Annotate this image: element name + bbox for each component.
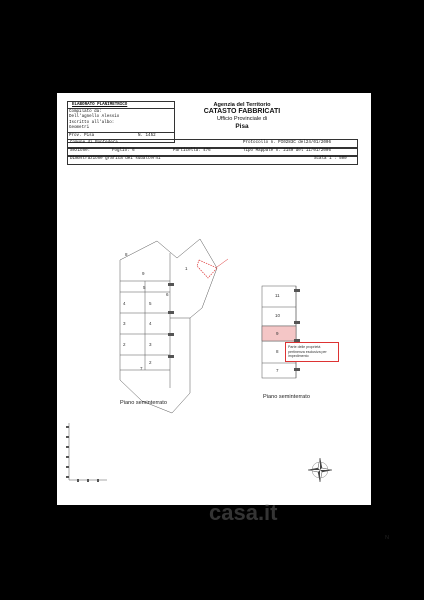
watermark-logo: casa.it — [209, 500, 278, 525]
unit-label: 6 — [166, 292, 169, 297]
compilatore-name: Dell'agnello Alessio — [69, 115, 120, 119]
unit-label: 4 — [123, 301, 126, 306]
unit-label: 7 — [140, 366, 143, 371]
protocollo-text: Protocollo n. PI0283C del24/01/2006 — [243, 141, 331, 145]
unit-label: 2 — [123, 342, 126, 347]
iscritto-label: Iscritto all'albo: — [69, 121, 115, 125]
unit-label: 1 — [185, 266, 188, 271]
unit-label: 2 — [149, 360, 152, 365]
unit-label: 9 — [142, 271, 145, 276]
highlighted-unit — [262, 326, 296, 341]
callout-line: impedimento — [288, 354, 309, 358]
sezione-text: Sezione: — [70, 149, 91, 153]
unit-label: 10 — [275, 313, 281, 318]
provincia-label: Prov. Pisa — [69, 134, 95, 138]
compass-north-label: N — [385, 535, 390, 541]
right-plan-label: Piano seminterrato — [263, 394, 310, 400]
ufficio-label: Ufficio Provinciale di — [216, 116, 268, 123]
header-title: ELABORATO PLANIMETRICO — [72, 103, 128, 107]
callout-line: pertinenza esclusiva per — [288, 349, 327, 354]
scala-text: Scala 1 : 500 — [314, 157, 347, 161]
compilato-label: Compilato da: — [69, 110, 102, 114]
comune-text: Comune di Pontedera — [70, 141, 118, 145]
unit-label: 9 — [276, 331, 279, 336]
albo-value: Geometri — [69, 126, 90, 130]
foglio-text: Foglio: 6 — [112, 149, 135, 153]
callout-line: Parte delle proprietà — [288, 345, 321, 349]
unit-label: 11 — [275, 293, 280, 298]
unit-label: 3 — [149, 342, 152, 347]
tipo-mappale-text: Tipo Mappale n. 2149 del 11/01/2006 — [243, 149, 331, 153]
unit-label: 5 — [143, 285, 146, 290]
particella-text: Particella: 476 — [173, 149, 211, 153]
left-plan-outline — [120, 239, 217, 413]
compass-rose-icon — [308, 458, 332, 482]
ufficio-city: Pisa — [235, 122, 249, 130]
unit-label: 8 — [276, 349, 279, 354]
callout-note — [285, 342, 339, 362]
catasto-title: CATASTO FABBRICATI — [203, 108, 281, 116]
dimostrazione-text: Dimostrazione grafica dei subalterni — [70, 157, 161, 161]
numero-iscrizione: N. 1452 — [138, 134, 156, 138]
floor-plans-drawing — [57, 93, 371, 505]
unit-label: 7 — [276, 368, 279, 373]
left-plan-label: Piano seminterrato — [120, 400, 167, 406]
agency-name: Agenzia del Territorio — [213, 102, 271, 108]
unit-label: 8 — [125, 252, 128, 257]
unit-label: 3 — [123, 321, 126, 326]
unit-label: 4 — [149, 321, 152, 326]
cadastral-sheet — [57, 93, 390, 541]
unit-label: 5 — [149, 301, 152, 306]
